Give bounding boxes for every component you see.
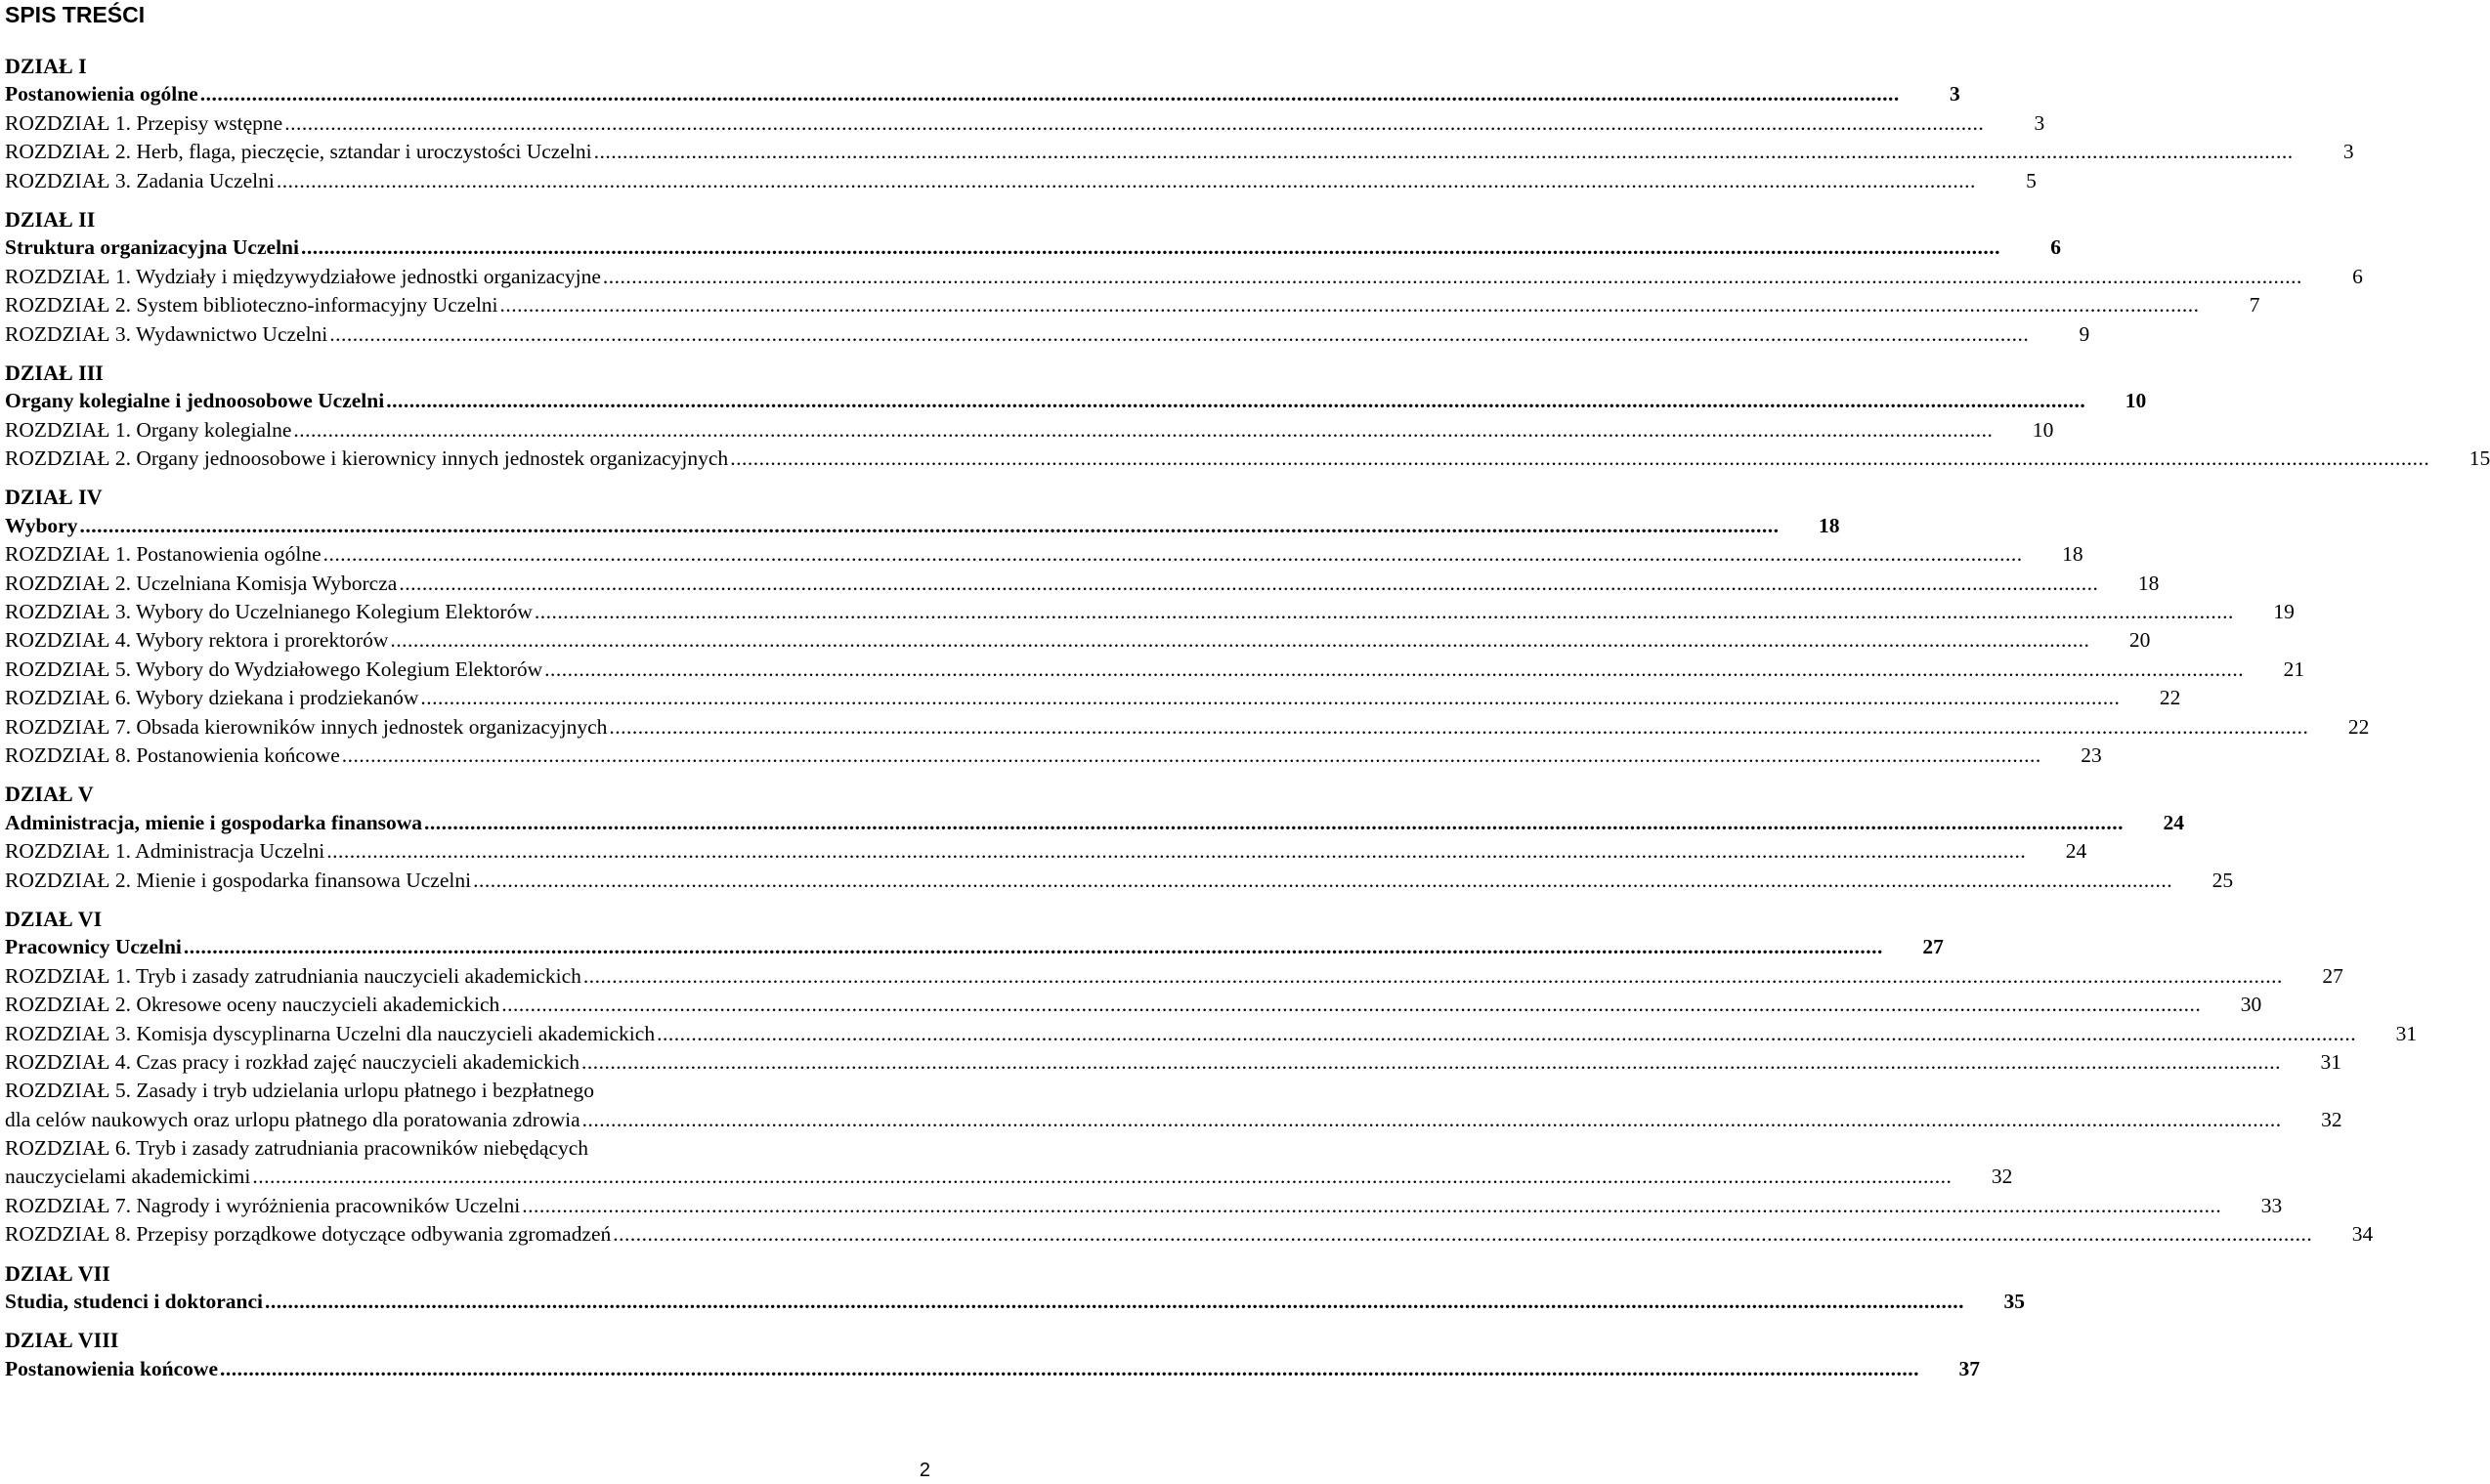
entry-page-number: 27 [2322, 963, 2343, 988]
entry-page-number: 24 [2065, 839, 2087, 864]
toc-entry[interactable] [5, 1048, 2341, 1077]
dot-leader [390, 626, 2089, 655]
dot-leader [609, 713, 2308, 742]
toc-entry[interactable] [5, 991, 2262, 1019]
entry-title: ROZDZIAŁ 1. Postanowienia ogólne [5, 542, 322, 567]
toc-entry[interactable] [5, 656, 2305, 684]
toc-entry[interactable] [5, 1020, 2418, 1048]
toc-section [5, 52, 2354, 195]
toc-entry[interactable] [5, 867, 2234, 895]
dot-leader [535, 598, 2234, 626]
entry-title: ROZDZIAŁ 2. System biblioteczno-informacyjny Uczelni [5, 293, 498, 318]
entry-page-number: 3 [1949, 82, 1960, 106]
toc-entry-first-line: ROZDZIAŁ 5. Zasady i tryb udzielania urlopu płatnego i bezpłatnego [5, 1079, 595, 1103]
toc-entry[interactable] [5, 1220, 2374, 1249]
entry-page-number: 32 [2321, 1107, 2342, 1131]
section-label: DZIAŁ VIII [5, 1328, 119, 1353]
entry-title: Administracja, mienie i gospodarka finansowa [5, 810, 423, 834]
toc-entry[interactable] [5, 1192, 2283, 1220]
toc-entry[interactable] [5, 742, 2102, 770]
toc-entry[interactable] [5, 626, 2151, 655]
dot-leader [386, 387, 2085, 415]
entry-title: ROZDZIAŁ 4. Wybory rektora i prorektorów [5, 628, 389, 653]
section-label: DZIAŁ III [5, 360, 104, 385]
entry-title: ROZDZIAŁ 2. Okresowe oceny nauczycieli akademickich [5, 993, 500, 1017]
toc-division-title[interactable] [5, 809, 2185, 837]
toc-heading: SPIS TREŚCI [5, 2, 146, 27]
toc-entry[interactable] [5, 138, 2354, 166]
dot-leader [79, 512, 1779, 540]
dot-leader [581, 1048, 2281, 1077]
toc-section [5, 905, 2418, 1250]
entry-title: ROZDZIAŁ 1. Administracja Uczelni [5, 839, 325, 864]
toc-entry[interactable] [5, 837, 2087, 866]
section-label: DZIAŁ II [5, 206, 96, 232]
toc-entry[interactable] [5, 598, 2295, 626]
toc-division-title[interactable] [5, 233, 2061, 262]
toc-entry[interactable] [5, 684, 2181, 712]
toc-entry[interactable] [5, 416, 2054, 445]
entry-title: ROZDZIAŁ 3. Wydawnictwo Uczelni [5, 321, 328, 346]
entry-page-number: 35 [2003, 1290, 2026, 1314]
entry-page-number: 6 [2352, 264, 2363, 288]
dot-leader [473, 867, 2172, 895]
toc-body [5, 52, 2490, 1393]
dot-leader [329, 320, 2029, 349]
dot-leader [613, 1220, 2312, 1249]
toc-entry[interactable] [5, 320, 2090, 349]
entry-page-number: 9 [2079, 321, 2090, 346]
toc-section [5, 1326, 1980, 1383]
toc-division-title[interactable] [5, 80, 1960, 108]
page-number: 2 [919, 1460, 930, 1481]
entry-page-number: 22 [2347, 714, 2370, 739]
entry-page-number: 33 [2260, 1193, 2283, 1217]
entry-page-number: 18 [2062, 542, 2083, 567]
dot-leader [582, 1106, 2282, 1134]
toc-division-title[interactable] [5, 1288, 2026, 1316]
entry-page-number: 3 [2034, 110, 2045, 135]
entry-title: nauczycielami akademickimi [5, 1165, 251, 1189]
entry-page-number: 19 [2273, 600, 2295, 624]
entry-title: Pracownicy Uczelni [5, 935, 182, 959]
entry-page-number: 3 [2342, 140, 2354, 164]
entry-title: ROZDZIAŁ 2. Uczelniana Komisja Wyborcza [5, 571, 398, 595]
entry-title: ROZDZIAŁ 1. Organy kolegialne [5, 417, 292, 442]
entry-page-number: 34 [2351, 1222, 2374, 1247]
toc-entry[interactable] [5, 570, 2160, 598]
entry-title: ROZDZIAŁ 3. Komisja dyscyplinarna Uczelni dla nauczycieli akademickich [5, 1021, 656, 1045]
entry-page-number: 30 [2240, 993, 2262, 1017]
section-label: DZIAŁ IV [5, 485, 103, 510]
entry-title: ROZDZIAŁ 4. Czas pracy i rozkład zajęć nauczycieli akademickich [5, 1049, 580, 1074]
entry-title: ROZDZIAŁ 1. Przepisy wstępne [5, 110, 283, 135]
entry-page-number: 22 [2159, 686, 2181, 710]
entry-page-number: 25 [2211, 868, 2234, 892]
entry-title: ROZDZIAŁ 2. Organy jednoosobowe i kierownicy innych jednostek organizacyjnych [5, 446, 729, 471]
dot-leader [342, 742, 2041, 770]
entry-title: Struktura organizacyjna Uczelni [5, 235, 299, 260]
section-label: DZIAŁ VII [5, 1260, 110, 1286]
entry-title: ROZDZIAŁ 6. Wybory dziekana i prodziekanów [5, 686, 419, 710]
entry-page-number: 5 [2026, 168, 2037, 192]
entry-page-number: 37 [1958, 1356, 1980, 1380]
entry-title: ROZDZIAŁ 2. Herb, flaga, pieczęcie, sztandar i uroczystości Uczelni [5, 140, 592, 164]
entry-page-number: 18 [2137, 571, 2160, 595]
toc-entry[interactable] [5, 962, 2343, 991]
entry-title: Organy kolegialne i jednoosobowe Uczelni [5, 389, 385, 413]
toc-section [5, 1259, 2026, 1317]
toc-division-title[interactable] [5, 1355, 1980, 1383]
toc-entry[interactable] [5, 445, 2490, 473]
toc-entry[interactable] [5, 263, 2363, 291]
entry-title: ROZDZIAŁ 2. Mienie i gospodarka finansowa Uczelni [5, 868, 472, 892]
entry-title: ROZDZIAŁ 3. Wybory do Uczelnianego Kolegium Elektorów [5, 600, 533, 624]
entry-title: dla celów naukowych oraz urlopu płatnego dla poratowania zdrowia [5, 1107, 580, 1131]
dot-leader [284, 109, 1984, 138]
toc-section [5, 780, 2234, 895]
entry-page-number: 31 [2320, 1049, 2341, 1074]
dot-leader [323, 540, 2023, 569]
section-label: DZIAŁ V [5, 782, 94, 807]
entry-page-number: 23 [2081, 742, 2102, 767]
toc-division-title[interactable] [5, 512, 1840, 540]
dot-leader [657, 1020, 2356, 1048]
dot-leader [500, 291, 2200, 319]
entry-page-number: 27 [1922, 935, 1944, 959]
entry-title: ROZDZIAŁ 8. Postanowienia końcowe [5, 742, 340, 767]
toc-entry[interactable] [5, 1163, 2013, 1191]
section-label: DZIAŁ I [5, 54, 87, 78]
dot-leader [501, 991, 2201, 1019]
section-label: DZIAŁ VI [5, 906, 103, 931]
dot-leader [220, 1355, 1919, 1383]
dot-leader [200, 80, 1900, 108]
toc-section [5, 359, 2490, 474]
entry-title: ROZDZIAŁ 7. Obsada kierowników innych jednostek organizacyjnych [5, 714, 608, 739]
entry-title: ROZDZIAŁ 5. Wybory do Wydziałowego Kolegium Elektorów [5, 657, 543, 681]
toc-division-title[interactable] [5, 387, 2147, 415]
entry-title: Wybory [5, 513, 78, 537]
entry-title: Postanowienia końcowe [5, 1356, 218, 1380]
dot-leader [522, 1192, 2221, 1220]
entry-title: Postanowienia ogólne [5, 82, 198, 106]
entry-page-number: 32 [1991, 1165, 2013, 1189]
entry-title: ROZDZIAŁ 1. Wydziały i międzywydziałowe jednostki organizacyjne [5, 264, 601, 288]
toc-section [5, 483, 2370, 770]
toc-entry[interactable] [5, 109, 2045, 138]
toc-entry[interactable] [5, 291, 2260, 319]
entry-page-number: 24 [2163, 810, 2185, 834]
dot-leader [326, 837, 2026, 866]
entry-page-number: 20 [2128, 628, 2151, 653]
entry-title: Studia, studenci i doktoranci [5, 1290, 264, 1314]
dot-leader [420, 684, 2120, 712]
entry-page-number: 7 [2249, 293, 2260, 318]
entry-page-number: 31 [2395, 1021, 2418, 1045]
toc-section [5, 205, 2363, 349]
dot-leader [252, 1163, 1952, 1191]
toc-entry[interactable] [5, 167, 2037, 195]
entry-page-number: 6 [2050, 235, 2061, 260]
entry-page-number: 10 [2125, 389, 2147, 413]
dot-leader [730, 445, 2429, 473]
dot-leader [594, 138, 2294, 166]
toc-entry[interactable] [5, 540, 2083, 569]
entry-title: ROZDZIAŁ 1. Tryb i zasady zatrudniania nauczycieli akademickich [5, 963, 581, 988]
toc-entry[interactable] [5, 713, 2370, 742]
dot-leader [399, 570, 2098, 598]
toc-division-title[interactable] [5, 933, 1944, 961]
dot-leader [424, 809, 2124, 837]
dot-leader [301, 233, 2000, 262]
dot-leader [583, 962, 2283, 991]
entry-page-number: 21 [2283, 657, 2305, 681]
dot-leader [293, 416, 1993, 445]
dot-leader [277, 167, 1976, 195]
entry-title: ROZDZIAŁ 8. Przepisy porządkowe dotyczące odbywania zgromadzeń [5, 1222, 612, 1247]
entry-page-number: 10 [2032, 417, 2054, 442]
entry-page-number: 15 [2469, 446, 2490, 471]
toc-entry-first-line: ROZDZIAŁ 6. Tryb i zasady zatrudniania pracowników niebędących [5, 1136, 589, 1161]
dot-leader [544, 656, 2244, 684]
dot-leader [603, 263, 2302, 291]
toc-entry[interactable] [5, 1106, 2342, 1134]
dot-leader [184, 933, 1883, 961]
entry-title: ROZDZIAŁ 7. Nagrody i wyróżnienia pracowników Uczelni [5, 1193, 521, 1217]
entry-title: ROZDZIAŁ 3. Zadania Uczelni [5, 168, 275, 192]
dot-leader [265, 1288, 1964, 1316]
entry-page-number: 18 [1818, 513, 1840, 537]
